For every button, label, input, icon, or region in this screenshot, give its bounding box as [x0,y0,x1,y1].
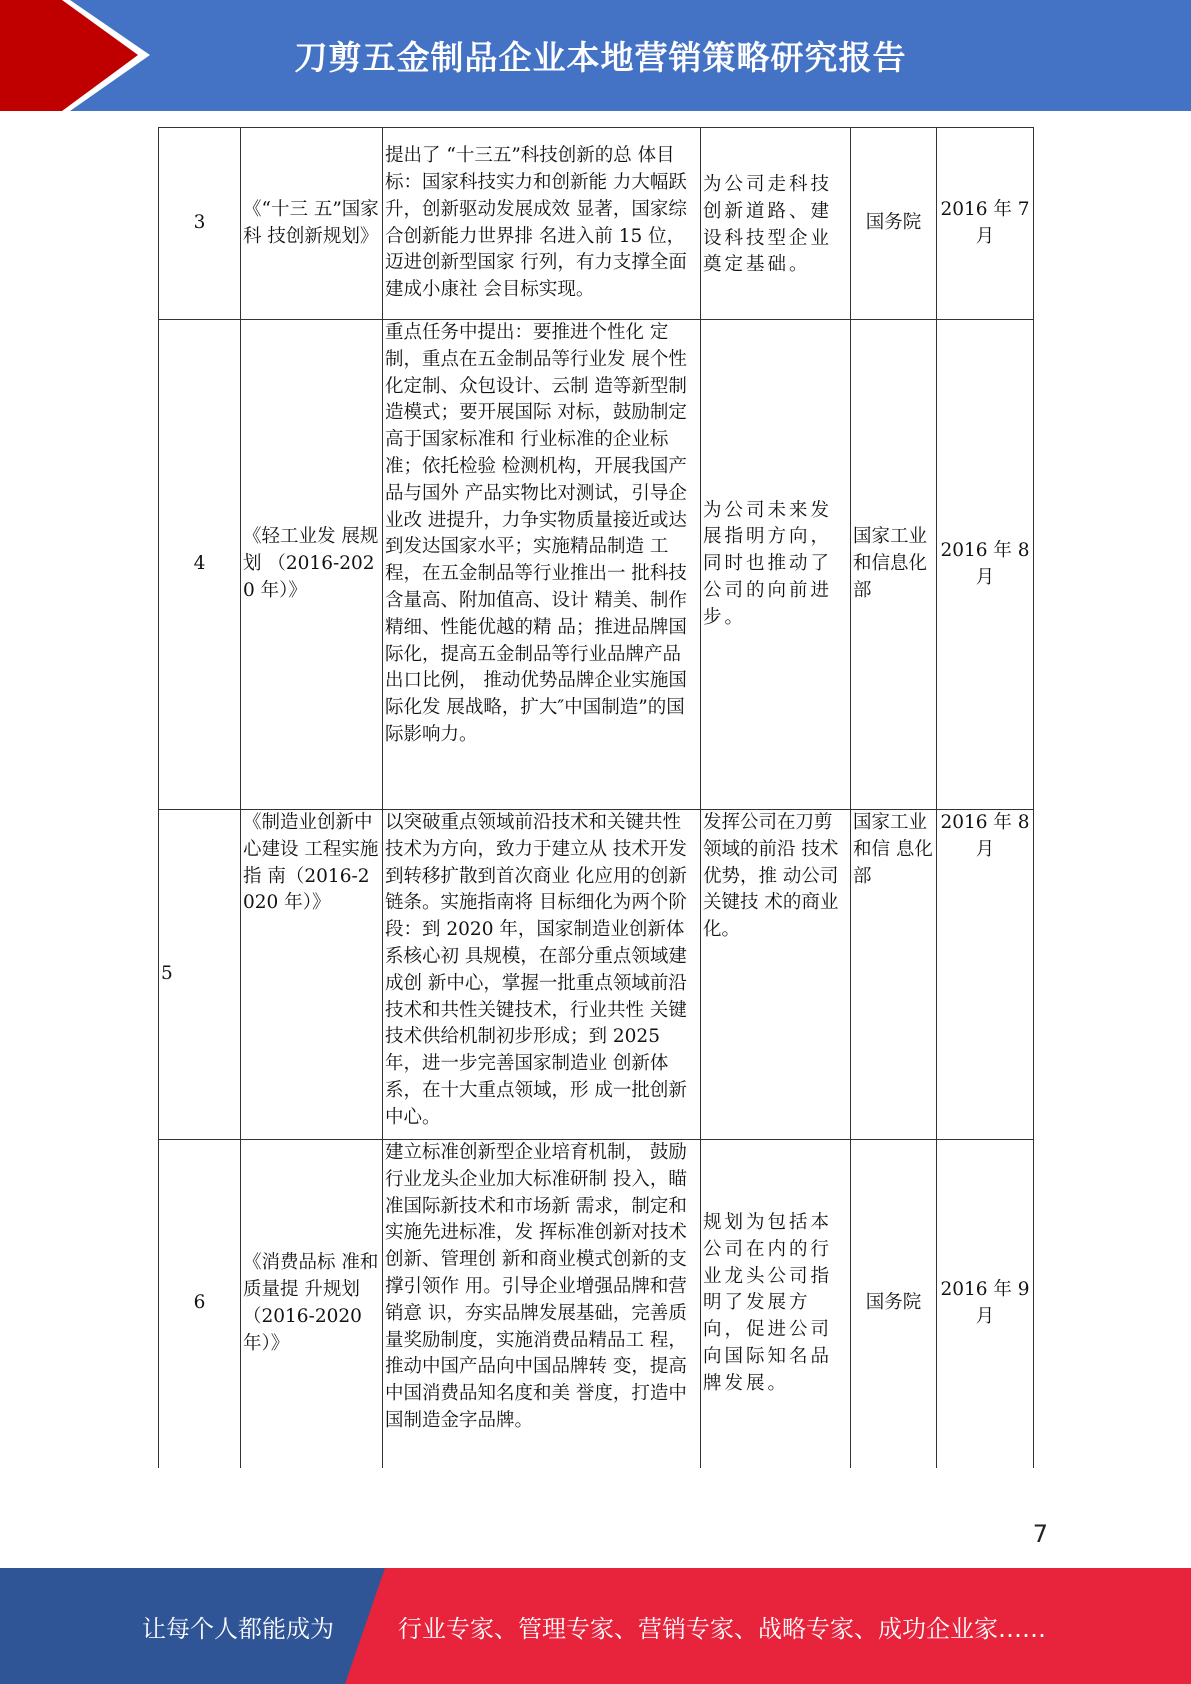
policy-issuer: 国家工业和信 息化部 [851,810,937,1140]
row-number: 4 [159,320,241,810]
policy-impact: 发挥公司在刀剪领域的前沿 技术优势，推 动公司关键技 术的商业化。 [701,810,851,1140]
policy-impact: 规划为包括本公司在内的行业龙头公司指明了发展方 向，促进公司 向国际知名品 牌发展。 [701,1140,851,1468]
footer-slogan-left: 让每个人都能成为 [142,1614,334,1643]
policy-date: 2016 年 8 月 [937,810,1034,1140]
page-footer [0,1568,1191,1684]
policy-date: 2016 年 8 月 [937,320,1034,810]
policy-name: 《“十三 五”国家科 技创新规划》 [241,128,383,320]
table-row [159,810,1034,1140]
policy-issuer: 国务院 [851,128,937,320]
policy-name: 《消费品标 准和质量提 升规划 （2016-2020 年）》 [241,1140,383,1468]
table-row [159,128,1034,320]
policy-impact: 为公司走科技创新道路、建设科技型企业奠定基础。 [701,128,851,320]
policy-issuer: 国家工业和信息化部 [851,320,937,810]
row-number: 3 [159,128,241,320]
policy-content: 重点任务中提出：要推进个性化 定制，重点在五金制品等行业发 展个性化定制、众包设计、云制 造等新型制造模式；要开展国际 对标，鼓励制定高于国家标准和 行业标准的企业标准；依托检验 检测机构，开展我国产品与国外 产品实物比对测试，引导企业改 进提升，力争实物质量接近或达 到发达国家水平；实施精品制造 工程，在五金制品等行业推出一 批科技含量高、附加值高、设计 精美、制作精细、性能优越的精 品；推进品牌国际化，提高五金制品等行业品牌产品出口比例， 推动优势品牌企业实施国际化发 展战略，扩大″中国制造”的国 际影响力。 [383,320,701,810]
policy-content: 提出了 “十三五”科技创新的总 体目标：国家科技实力和创新能 力大幅跃升，创新驱动发展成效 显著，国家综合创新能力世界排 名进入前 15 位，迈进创新型国家 行列，有力支撑全面建成小康社 会目标实现。 [383,128,701,320]
arrow-logo-icon [0,0,160,111]
policy-content: 建立标准创新型企业培育机制， 鼓励行业龙头企业加大标准研制 投入，瞄准国际新技术和市场新 需求，制定和实施先进标准，发 挥标准创新对技术创新、管理创 新和商业模式创新的支撑引领作 用。引导企业增强品牌和营销意 识，夯实品牌发展基础，完善质 量奖励制度，实施消费品精品工 程，推动中国产品向中国品牌转 变，提高中国消费品知名度和美 誉度，打造中国制造金字品牌。 [383,1140,701,1468]
policy-name: 《轻工业发 展规划 （2016-2020 年）》 [241,320,383,810]
policy-impact: 为公司未来发展指明方向，同时也推动了公司的向前进步。 [701,320,851,810]
policy-issuer: 国务院 [851,1140,937,1468]
row-number: 6 [159,1140,241,1468]
page-number: 7 [1032,1520,1048,1548]
policy-table [158,127,1033,1468]
table-row [159,320,1034,810]
table-row [159,1140,1034,1468]
row-number: 5 [159,810,241,1140]
footer-slogan-right: 行业专家、管理专家、营销专家、战略专家、成功企业家…… [398,1614,1046,1643]
policy-content: 以突破重点领域前沿技术和关键共性技术为方向，致力于建立从 技术开发到转移扩散到首次商业 化应用的创新链条。实施指南将 目标细化为两个阶段：到 2020 年，国家制造业创新体系核心初 具规模，在部分重点领域建成创 新中心，掌握一批重点领域前沿 技术和共性关键技术，行业共性 关键技术供给机制初步形成；到 2025 年，进一步完善国家制造业 创新体系，在十大重点领域，形 成一批创新中心。 [383,810,701,1140]
policy-date: 2016 年 9 月 [937,1140,1034,1468]
policy-date: 2016 年 7 月 [937,128,1034,320]
page-header [0,0,1191,111]
policy-name: 《制造业创新中心建设 工程实施指 南（2016-2020 年）》 [241,810,383,1140]
report-title: 刀剪五金制品企业本地营销策略研究报告 [294,38,907,77]
